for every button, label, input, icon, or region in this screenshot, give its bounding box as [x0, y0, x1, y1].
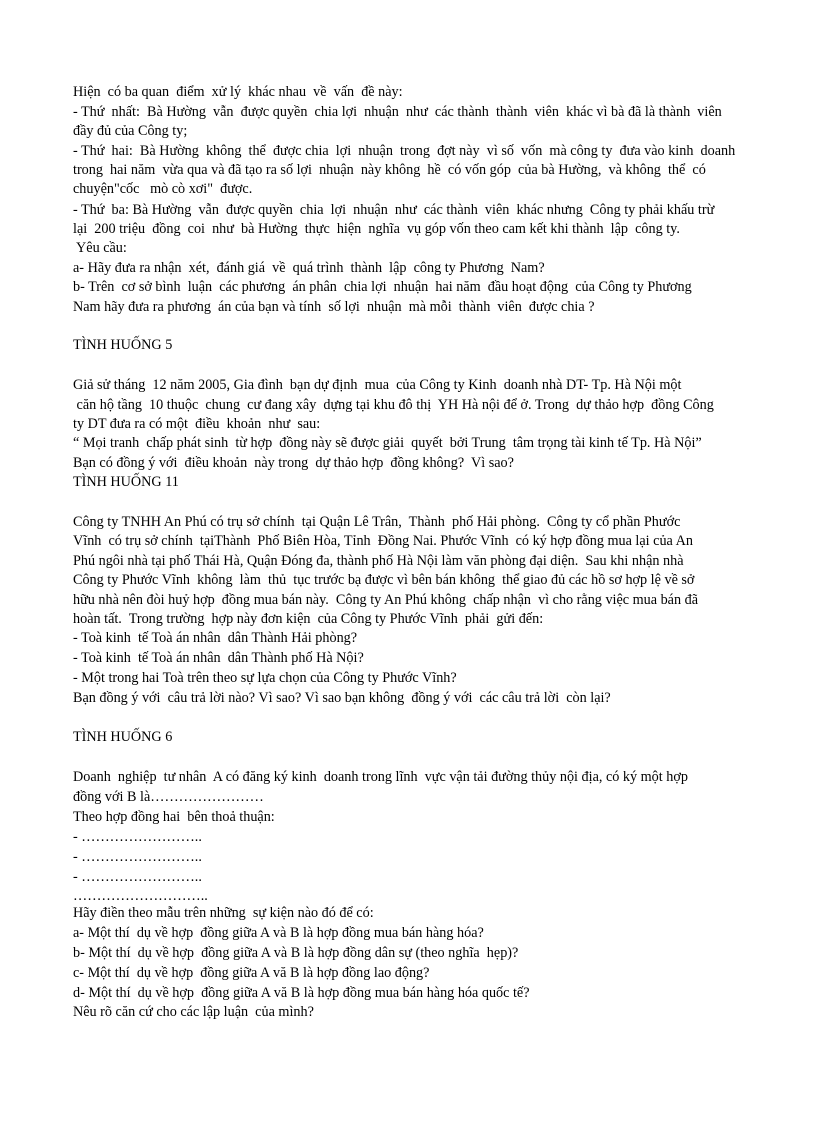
text-line: Hiện có ba quan điểm xử lý khác nhau về vấn đề này: [73, 84, 403, 100]
text-line: a- Hãy đưa ra nhận xét, đánh giá về quá trình thành lập công ty Phương Nam? [73, 260, 545, 276]
text-line: “ Mọi tranh chấp phát sinh từ hợp đồng này sẽ được giải quyết bởi Trung tâm trọng tài kinh tế Tp. Hà Nội” [73, 435, 702, 451]
section-heading: TÌNH HUỐNG 5 [73, 337, 173, 353]
text-line: Theo hợp đồng hai bên thoả thuận: [73, 809, 275, 825]
text-line: - Thứ ba: Bà Hường vẫn được quyền chia lợi nhuận như các thành viên khác nhưng Công ty phải khấu trừ [73, 202, 715, 218]
text-line: lại 200 triệu đồng coi như bà Hường thực hiện nghĩa vụ góp vốn theo cam kết khi thành lập công ty. [73, 221, 680, 237]
section-heading: TÌNH HUỐNG 11 [73, 474, 179, 490]
text-line: Hãy điền theo mẫu trên những sự kiện nào đó để có: [73, 905, 374, 921]
text-line: Vĩnh có trụ sở chính tạiThành Phố Biên Hòa, Tỉnh Đồng Nai. Phước Vĩnh có ký hợp đồng mua lại của An [73, 533, 693, 549]
text-line: - …………………….. [73, 829, 202, 845]
text-line: Phú ngôi nhà tại phố Thái Hà, Quận Đóng đa, thành phố Hà Nội làm văn phòng đại diện. Sau khi nhận nhà [73, 553, 684, 569]
text-line: d- Một thí dụ về hợp đồng giữa A vă B là hợp đồng mua bán hàng hóa quốc tế? [73, 985, 530, 1001]
text-line: Công ty Phước Vĩnh không làm thủ tục trước bạ được vì bên bán không thể giao đủ các hồ sơ hợp lệ về sở [73, 572, 695, 588]
text-line: - Toà kinh tế Toà án nhân dân Thành Hải phòng? [73, 630, 358, 646]
text-line: a- Một thí dụ về hợp đồng giữa A và B là hợp đồng mua bán hàng hóa? [73, 925, 484, 941]
text-line: ty DT đưa ra có một điều khoản như sau: [73, 416, 321, 432]
text-line: Yêu cầu: [73, 240, 127, 256]
text-line: ……………………….. [73, 888, 208, 904]
text-line: hữu nhà nên đòi huỷ hợp đồng mua bán này. Công ty An Phú không chấp nhận vì cho rằng việc mua bán đã [73, 592, 699, 608]
text-line: b- Một thí dụ về hợp đồng giữa A và B là hợp đồng dân sự (theo nghĩa hẹp)? [73, 945, 519, 961]
text-line: - …………………….. [73, 849, 202, 865]
text-line: Giả sử tháng 12 năm 2005, Gia đình bạn dự định mua của Công ty Kinh doanh nhà DT- Tp. Hà Nội một [73, 377, 682, 393]
text-line: chuyện"cốc mò cò xơi" được. [73, 181, 253, 197]
text-line: - Một trong hai Toà trên theo sự lựa chọn của Công ty Phước Vĩnh? [73, 670, 457, 686]
text-line: đồng với B là…………………… [73, 789, 264, 805]
text-line: Bạn có đồng ý với điều khoản này trong dự thảo hợp đồng không? Vì sao? [73, 455, 514, 471]
text-line: Nêu rõ căn cứ cho các lập luận của mình? [73, 1004, 314, 1020]
text-line: Nam hãy đưa ra phương án của bạn và tính số lợi nhuận mà mỗi thành viên được chia ? [73, 299, 595, 315]
text-line: Bạn đồng ý với câu trả lời nào? Vì sao? Vì sao bạn không đồng ý với các câu trả lời còn lại? [73, 690, 611, 706]
text-line: - Toà kinh tế Toà án nhân dân Thành phố Hà Nội? [73, 650, 364, 666]
text-line: - Thứ nhất: Bà Hường vẫn được quyền chia lợi nhuận như các thành thành viên khác vì bà đã là thành viên [73, 104, 722, 120]
text-line: Công ty TNHH An Phú có trụ sở chính tại Quận Lê Trân, Thành phố Hải phòng. Công ty cổ phần Phước [73, 514, 681, 530]
text-line: trong hai năm vừa qua và đã tạo ra số lợi nhuận này không hề có vốn góp của bà Hường, và không thể có [73, 162, 706, 178]
text-line: - …………………….. [73, 869, 202, 885]
text-line: Doanh nghiệp tư nhân A có đăng ký kinh doanh trong lĩnh vực vận tải đường thủy nội địa, có ký một hợp [73, 769, 688, 785]
text-line: đầy đủ của Công ty; [73, 123, 188, 139]
text-line: b- Trên cơ sở bình luận các phương án phân chia lợi nhuận hai năm đầu hoạt động của Công ty Phương [73, 279, 692, 295]
text-line: hoàn tất. Trong trường hợp này đơn kiện của Công ty Phước Vĩnh phải gửi đến: [73, 611, 544, 627]
text-line: căn hộ tầng 10 thuộc chung cư đang xây dựng tại khu đô thị YH Hà nội để ở. Trong dự thảo hợp đồng Công [73, 397, 714, 413]
text-line: c- Một thí dụ về hợp đồng giữa A vă B là hợp đồng lao động? [73, 965, 430, 981]
section-heading: TÌNH HUỐNG 6 [73, 729, 173, 745]
text-line: - Thứ hai: Bà Hường không thể được chia lợi nhuận trong đợt này vì số vốn mà công ty đưa vào kinh doanh [73, 143, 736, 159]
